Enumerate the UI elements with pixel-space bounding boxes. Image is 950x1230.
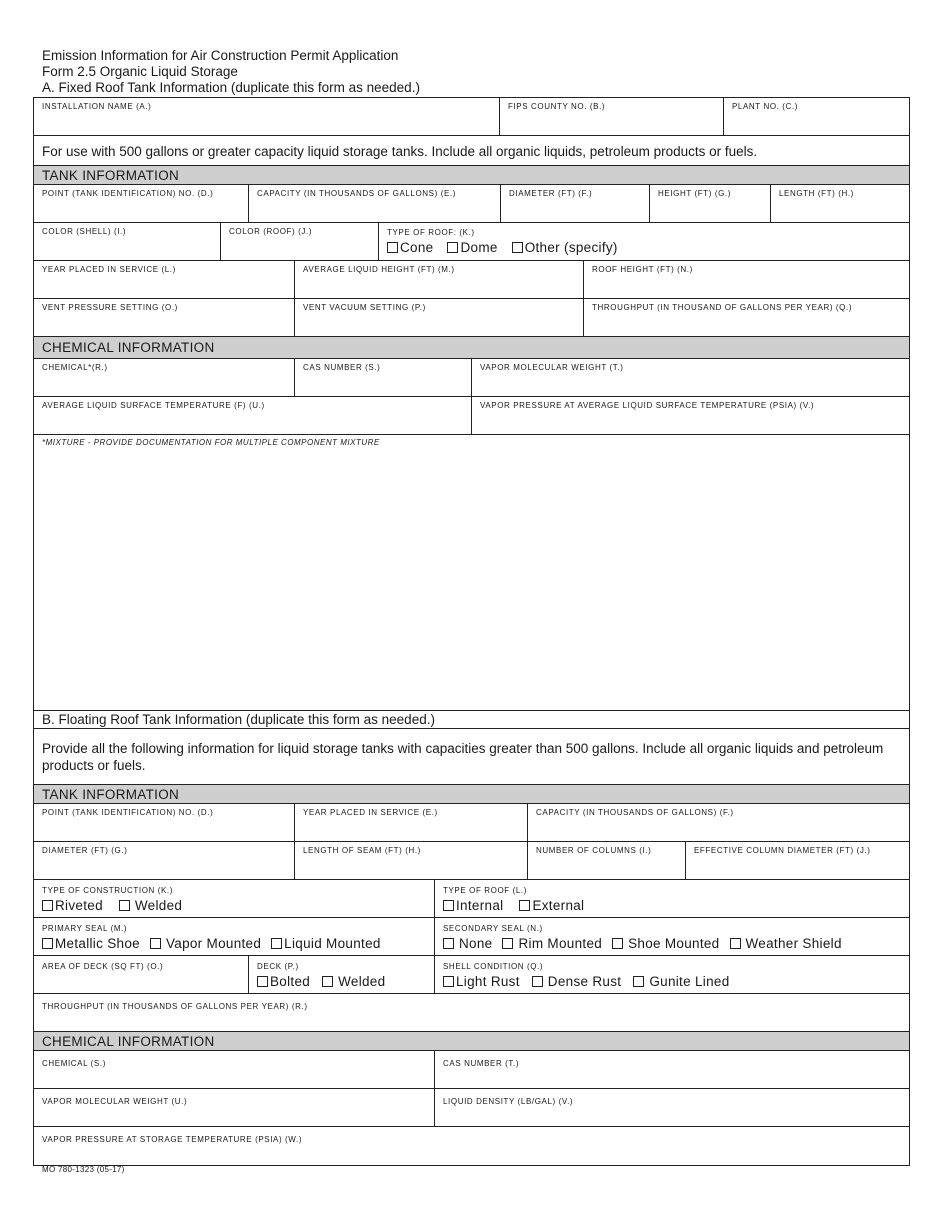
b-chem-row-2 (34, 1089, 909, 1127)
checkbox[interactable] (730, 938, 741, 949)
b-cas-number-field[interactable]: CAS NUMBER (T.) (443, 1059, 520, 1068)
seal-liquid-mounted-option[interactable]: Liquid Mounted (271, 936, 381, 951)
b-area-of-deck-field[interactable]: AREA OF DECK (SQ FT) (O.) (34, 956, 249, 993)
b-tank-row-4 (34, 918, 909, 956)
avg-liquid-height-field[interactable]: AVERAGE LIQUID HEIGHT (FT) (M.) (295, 261, 584, 298)
mixture-note: *MIXTURE - PROVIDE DOCUMENTATION FOR MULTIPLE COMPONENT MIXTURE (42, 438, 380, 447)
checkbox[interactable] (387, 242, 398, 253)
b-liquid-density-field[interactable]: LIQUID DENSITY (LB/GAL) (V.) (443, 1097, 574, 1106)
b-chem-row-3 (34, 1127, 909, 1165)
deck-welded-option[interactable]: Welded (322, 974, 385, 989)
secondary-rim-mounted-option[interactable]: Rim Mounted (502, 936, 602, 951)
checkbox[interactable] (271, 938, 282, 949)
roof-other-option[interactable]: Other (specify) (512, 240, 618, 255)
checkbox[interactable] (150, 938, 161, 949)
b-deck-field: DECK (P.) Bolted Welded (249, 956, 435, 993)
plant-no-field[interactable]: PLANT NO. (C.) (732, 102, 799, 111)
tank-info-row-1 (34, 185, 909, 223)
b-point-no-field[interactable]: POINT (TANK IDENTIFICATION) NO. (D.) (34, 804, 295, 841)
shell-gunite-lined-option[interactable]: Gunite Lined (633, 974, 729, 989)
checkbox[interactable] (502, 938, 513, 949)
b-chem-row-1 (34, 1051, 909, 1089)
secondary-none-option[interactable]: None (443, 936, 492, 951)
checkbox[interactable] (447, 242, 458, 253)
vent-vacuum-field[interactable]: VENT VACUUM SETTING (P.) (295, 299, 584, 336)
checkbox[interactable] (532, 976, 543, 987)
deck-bolted-option[interactable]: Bolted (257, 974, 310, 989)
form-body (33, 97, 910, 1166)
vent-pressure-field[interactable]: VENT PRESSURE SETTING (O.) (34, 299, 295, 336)
year-placed-field[interactable]: YEAR PLACED IN SERVICE (L.) (34, 261, 295, 298)
b-num-columns-field[interactable]: NUMBER OF COLUMNS (I.) (528, 842, 686, 879)
b-length-seam-field[interactable]: LENGTH OF SEAM (FT) (H.) (295, 842, 528, 879)
b-shell-condition-field: SHELL CONDITION (Q.) Light Rust Dense Rust Gunite Lined (443, 962, 730, 989)
tank-info-row-2 (34, 223, 909, 261)
tank-info-row-4 (34, 299, 909, 337)
b-tank-row-1 (34, 804, 909, 842)
b-tank-row-5 (34, 956, 909, 994)
tank-info-row-3 (34, 261, 909, 299)
installation-row (34, 98, 909, 136)
roof-internal-option[interactable]: Internal (443, 898, 503, 913)
part-a-tank-info-heading: TANK INFORMATION (34, 166, 909, 185)
shell-dense-rust-option[interactable]: Dense Rust (532, 974, 622, 989)
roof-external-option[interactable]: External (519, 898, 584, 913)
b-tank-row-3 (34, 880, 909, 918)
length-field[interactable]: LENGTH (FT) (H.) (779, 189, 854, 198)
throughput-field[interactable]: THROUGHPUT (IN THOUSAND OF GALLONS PER YEAR) (Q.) (592, 303, 853, 312)
b-eff-col-diameter-field[interactable]: EFFECTIVE COLUMN DIAMETER (FT) (J.) (694, 846, 871, 855)
b-roof-type-field: TYPE OF ROOF (L.) Internal External (443, 886, 585, 913)
type-of-roof-field: TYPE OF ROOF: (K.) Cone Dome Other (specify) (387, 228, 618, 255)
checkbox[interactable] (443, 900, 454, 911)
part-b-tank-info-heading: TANK INFORMATION (34, 785, 909, 804)
fips-county-field[interactable]: FIPS COUNTY NO. (B.) (500, 98, 724, 135)
b-construction-field: TYPE OF CONSTRUCTION (K.) Riveted Welded (34, 880, 435, 917)
b-secondary-seal-field: SECONDARY SEAL (N.) None Rim Mounted Shoe Mounted Weather Shield (443, 924, 842, 951)
roof-dome-option[interactable]: Dome (447, 240, 497, 255)
checkbox[interactable] (612, 938, 623, 949)
part-a-chem-info-heading: CHEMICAL INFORMATION (34, 337, 909, 359)
b-year-placed-field[interactable]: YEAR PLACED IN SERVICE (E.) (295, 804, 528, 841)
avg-surface-temp-field[interactable]: AVERAGE LIQUID SURFACE TEMPERATURE (F) (U.) (34, 397, 472, 434)
b-vapor-pressure-storage-field[interactable]: VAPOR PRESSURE AT STORAGE TEMPERATURE (PSIA) (W.) (42, 1135, 303, 1144)
b-tank-row-6 (34, 994, 909, 1032)
mixture-documentation-area[interactable] (34, 435, 909, 711)
cas-number-field[interactable]: CAS NUMBER (S.) (295, 359, 472, 396)
seal-metallic-shoe-option[interactable]: Metallic Shoe (42, 936, 140, 951)
part-b-chem-info-heading: CHEMICAL INFORMATION (34, 1032, 909, 1051)
color-roof-field[interactable]: COLOR (ROOF) (J.) (221, 223, 379, 260)
section-b-heading: B. Floating Roof Tank Information (duplicate this form as needed.) (34, 711, 909, 729)
form-title: Emission Information for Air Construction Permit Application (42, 48, 399, 63)
checkbox[interactable] (322, 976, 333, 987)
chem-info-row-2 (34, 397, 909, 435)
chem-info-row-1 (34, 359, 909, 397)
checkbox[interactable] (119, 900, 130, 911)
checkbox[interactable] (512, 242, 523, 253)
roof-height-field[interactable]: ROOF HEIGHT (FT) (N.) (592, 265, 693, 274)
color-shell-field[interactable]: COLOR (SHELL) (I.) (34, 223, 221, 260)
b-vapor-mw-field[interactable]: VAPOR MOLECULAR WEIGHT (U.) (34, 1089, 435, 1126)
b-capacity-field[interactable]: CAPACITY (IN THOUSANDS OF GALLONS) (F.) (536, 808, 734, 817)
installation-name-field[interactable]: INSTALLATION NAME (A.) (34, 98, 500, 135)
part-a-note: For use with 500 gallons or greater capacity liquid storage tanks. Include all organic liquids, petroleum products or fuels. (34, 136, 909, 166)
b-throughput-field[interactable]: THROUGHPUT (IN THOUSANDS OF GALLONS PER YEAR) (R.) (42, 1002, 308, 1011)
roof-cone-option[interactable]: Cone (387, 240, 433, 255)
form-subtitle: Form 2.5 Organic Liquid Storage (42, 64, 238, 79)
part-b-note: Provide all the following information for liquid storage tanks with capacities greater than 500 gallons. Include all organic liquids and petroleum products or fuels. (34, 729, 909, 785)
chemical-field[interactable]: CHEMICAL*(R.) (34, 359, 295, 396)
checkbox[interactable] (42, 938, 53, 949)
secondary-weather-shield-option[interactable]: Weather Shield (730, 936, 842, 951)
point-no-field[interactable]: POINT (TANK IDENTIFICATION) NO. (D.) (34, 185, 249, 222)
shell-light-rust-option[interactable]: Light Rust (443, 974, 520, 989)
checkbox[interactable] (443, 938, 454, 949)
form-number: MO 780-1323 (05-17) (42, 1165, 125, 1174)
diameter-field[interactable]: DIAMETER (FT) (F.) (501, 185, 650, 222)
checkbox[interactable] (633, 976, 644, 987)
secondary-shoe-mounted-option[interactable]: Shoe Mounted (612, 936, 719, 951)
b-diameter-field[interactable]: DIAMETER (FT) (G.) (34, 842, 295, 879)
height-field[interactable]: HEIGHT (FT) (G.) (650, 185, 771, 222)
seal-vapor-mounted-option[interactable]: Vapor Mounted (150, 936, 261, 951)
b-primary-seal-field: PRIMARY SEAL (M.) Metallic Shoe Vapor Mounted Liquid Mounted (34, 918, 435, 955)
construction-riveted-option[interactable]: Riveted (42, 898, 103, 913)
checkbox[interactable] (42, 900, 53, 911)
vapor-pressure-field[interactable]: VAPOR PRESSURE AT AVERAGE LIQUID SURFACE TEMPERATURE (PSIA) (V.) (480, 401, 815, 410)
b-chemical-field[interactable]: CHEMICAL (S.) (34, 1051, 435, 1088)
construction-welded-option[interactable]: Welded (119, 898, 182, 913)
checkbox[interactable] (443, 976, 454, 987)
section-a-heading: A. Fixed Roof Tank Information (duplicate this form as needed.) (42, 80, 420, 95)
capacity-field[interactable]: CAPACITY (IN THOUSANDS OF GALLONS) (E.) (249, 185, 501, 222)
checkbox[interactable] (519, 900, 530, 911)
vapor-mw-field[interactable]: VAPOR MOLECULAR WEIGHT (T.) (480, 363, 624, 372)
b-tank-row-2 (34, 842, 909, 880)
checkbox[interactable] (257, 976, 268, 987)
